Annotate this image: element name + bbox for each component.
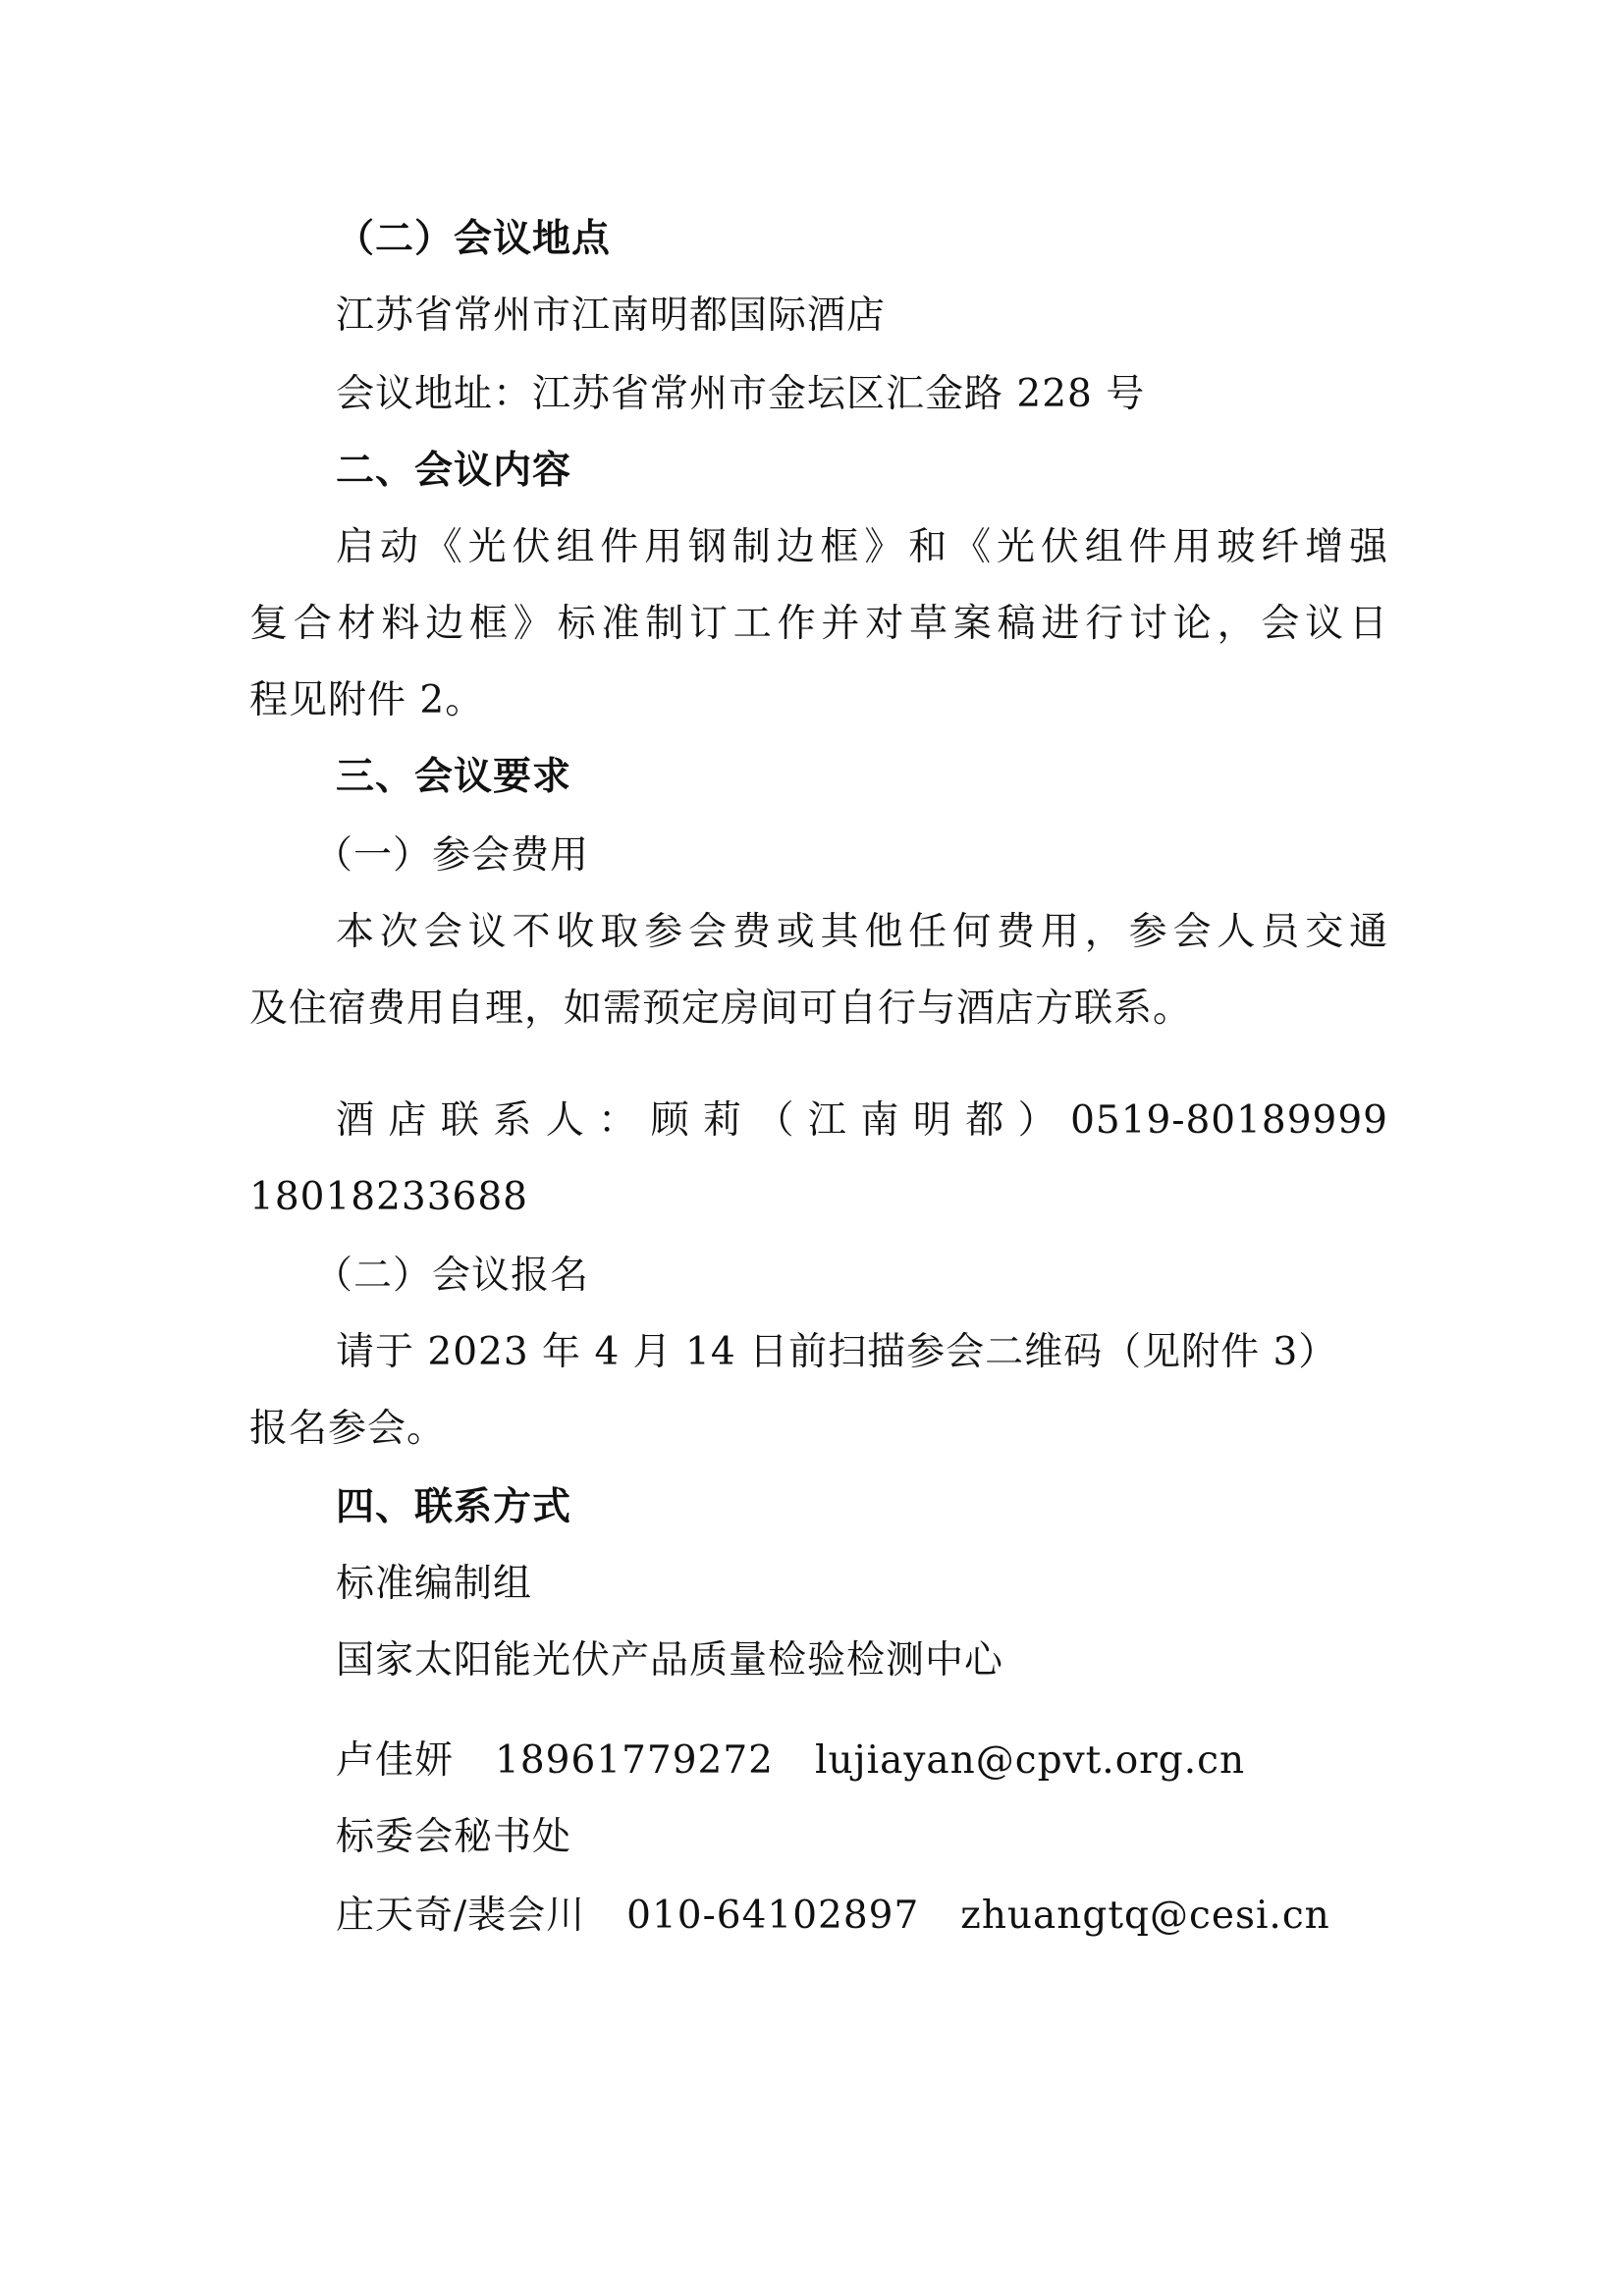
section-heading-meeting-location: （二）会议地点 xyxy=(336,217,612,261)
contact-name: 庄天奇/裴会川 xyxy=(336,1894,586,1938)
meeting-content-paragraph-line-3: 程见附件 2。 xyxy=(249,678,485,722)
hotel-contact-mobile: 18018233688 xyxy=(249,1175,528,1219)
contact-row-lu-jiayan xyxy=(336,1735,1245,1787)
section-heading-meeting-requirements: 三、会议要求 xyxy=(336,755,572,799)
contact-group-standard-team: 标准编制组 xyxy=(336,1562,533,1606)
contact-row-zhuang-pei xyxy=(336,1891,1330,1942)
fee-paragraph-line-2: 及住宿费用自理，如需预定房间可自行与酒店方联系。 xyxy=(249,987,1193,1031)
registration-paragraph-line-1: 请于 2023 年 4 月 14 日前扫描参会二维码（见附件 3） xyxy=(336,1330,1338,1374)
section-heading-contact: 四、联系方式 xyxy=(336,1485,572,1529)
hotel-contact-line: 酒店联系人：顾莉（江南明都）0519-80189999 xyxy=(336,1098,1388,1143)
fee-paragraph-line-1: 本次会议不收取参会费或其他任何费用，参会人员交通 xyxy=(336,910,1388,954)
meeting-venue-text: 江苏省常州市江南明都国际酒店 xyxy=(336,294,887,338)
registration-paragraph-line-2: 报名参会。 xyxy=(249,1407,447,1451)
section-heading-meeting-content: 二、会议内容 xyxy=(336,449,572,493)
contact-email: lujiayan@cpvt.org.cn xyxy=(814,1738,1246,1783)
contact-phone: 010-64102897 xyxy=(626,1894,920,1938)
subheading-attendance-fee: （一）参会费用 xyxy=(314,833,590,878)
contact-email: zhuangtq@cesi.cn xyxy=(960,1894,1330,1938)
meeting-content-paragraph-line-2: 复合材料边框》标准制订工作并对草案稿进行讨论，会议日 xyxy=(249,602,1388,646)
contact-group-secretariat: 标委会秘书处 xyxy=(336,1815,572,1859)
contact-organization-name: 国家太阳能光伏产品质量检验检测中心 xyxy=(336,1638,1004,1682)
contact-phone: 18961779272 xyxy=(495,1738,774,1783)
contact-name: 卢佳妍 xyxy=(336,1738,455,1783)
subheading-registration: （二）会议报名 xyxy=(314,1254,590,1298)
meeting-address-text: 会议地址：江苏省常州市金坛区汇金路 228 号 xyxy=(336,372,1146,416)
meeting-content-paragraph-line-1: 启动《光伏组件用钢制边框》和《光伏组件用玻纤增强 xyxy=(336,525,1388,569)
